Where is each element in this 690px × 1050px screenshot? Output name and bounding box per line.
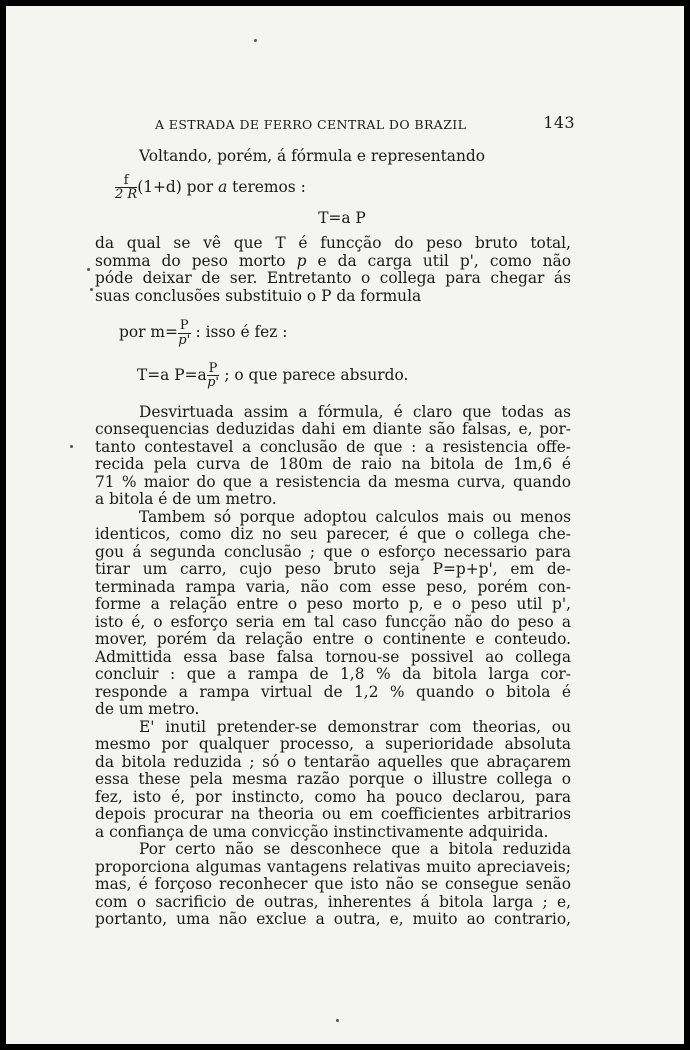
fraction-denominator: 2 R <box>115 187 138 203</box>
running-header <box>145 113 575 137</box>
paragraph-line: gou á segunda conclusão ; que o esforço necessario para <box>95 542 571 561</box>
speck-mark <box>70 445 73 448</box>
paragraph-line: terminada rampa varia, não com esse peso, porém con- <box>95 577 571 596</box>
expression-line <box>95 174 571 202</box>
paragraph-line: portanto, uma não exclue a outra, e, muito ao contrario, <box>95 910 571 929</box>
fraction <box>115 174 137 202</box>
formula-line <box>95 319 571 347</box>
formula-tail: ; o que parece absurdo. <box>224 365 409 384</box>
expression-variable: a <box>218 177 228 196</box>
paragraph-4 <box>95 719 571 842</box>
paragraph-line: mover, porém da relação entre o continente e conteudo. <box>95 630 571 649</box>
paragraph-line: forme a relação entre o peso morto p, e o peso util p', <box>95 595 571 614</box>
paragraph-line: Por certo não se desconhece que a bitola reduzida <box>139 840 571 859</box>
text-run: e da carga util p', como não <box>317 251 571 270</box>
paragraph-line: consequencias deduzidas dahi em diante são falsas, e, por- <box>95 420 571 439</box>
paragraph-line: da qual se vê que T é funcção do peso bruto total, <box>95 234 571 253</box>
paragraph-line: recida pela curva de 180m de raio na bitola de 1m,6 é <box>95 455 571 474</box>
italic-var: p <box>296 251 307 270</box>
fraction-numerator: P <box>179 318 189 334</box>
paragraph-line: tanto contestavel a conclusão de que : a resistencia offe- <box>95 437 571 456</box>
paragraph-line <box>95 253 571 271</box>
paragraph-line: depois procurar na theoria ou em coefficientes arbitrarios <box>95 805 571 824</box>
formula-line <box>95 362 571 390</box>
paragraph-line: Desvirtuada assim a fórmula, é claro que todas as <box>139 402 571 421</box>
running-title: A ESTRADA DE FERRO CENTRAL DO BRAZIL <box>155 117 467 132</box>
intro-line: Voltando, porém, á fórmula e representando <box>139 147 486 165</box>
paragraph-line: essa these pela mesma razão porque o illustre collega o <box>95 770 571 789</box>
paragraph-line: concluir : que a rampa de 1,8 % da bitola larga cor- <box>95 665 571 684</box>
paragraph-5 <box>95 841 571 929</box>
speck-mark <box>87 268 90 271</box>
fraction-numerator: P <box>208 360 218 376</box>
paragraph-line: E' inutil pretender-se demonstrar com theorias, ou <box>139 717 571 736</box>
paragraph-line: fez, isto é, por instincto, como ha pouco declarou, para <box>95 787 571 806</box>
paragraph-line: mas, é forçoso reconhecer que isto não se consegue senão <box>95 875 571 894</box>
formula-line: T=a P <box>318 208 366 227</box>
formula-tail: : isso é fez : <box>195 323 288 342</box>
fraction <box>207 362 220 390</box>
paragraph-3 <box>95 509 571 719</box>
expression-text: por <box>186 177 214 196</box>
paragraph-line: tirar um carro, cujo peso bruto seja P=p+p', em de- <box>95 560 571 579</box>
expression-end: teremos : <box>232 177 306 196</box>
paragraph-line: responde a rampa virtual de 1,2 % quando o bitola é <box>95 682 571 701</box>
paragraph-line: da bitola reduzida ; só o tentarão aquelles que abraçarem <box>95 752 571 771</box>
paragraph-line: 71 % maior do que a resistencia da mesma curva, quando <box>95 472 571 491</box>
paragraph-line: mesmo por qualquer processo, a superioridade absoluta <box>95 735 571 754</box>
text-body <box>95 148 571 929</box>
paragraph-line: proporciona algumas vantagens relativas muito apreciaveis; <box>95 857 571 876</box>
paragraph-line: a confiança de uma convicção instinctivamente adquirida. <box>95 822 549 841</box>
expression-tail: (1+d) <box>137 177 182 196</box>
paragraph-line: identicos, como diz no seu parecer, é que o collega che- <box>95 525 571 544</box>
paragraph-line: suas conclusões substituio o P da formula <box>95 286 422 305</box>
paragraph-line: Admittida essa base falsa tornou-se possivel ao collega <box>95 647 571 666</box>
paragraph-line: com o sacrificio de outras, inherentes á bitola larga ; e, <box>95 892 571 911</box>
paragraph-2 <box>95 404 571 509</box>
formula-lhs: por m= <box>119 323 178 342</box>
paragraph-line: Tambem só porque adoptou calculos mais ou menos <box>139 507 571 526</box>
paragraph-line: isto é, o esforço seria em tal caso funcção não do peso a <box>95 612 571 631</box>
fraction-denominator: p' <box>178 332 191 348</box>
paragraph-line: de um metro. <box>95 700 200 719</box>
fraction-denominator: p' <box>207 375 219 391</box>
text-run: somma do peso morto <box>95 251 286 270</box>
speck-mark <box>336 1019 339 1022</box>
paragraph-line: a bitola é de um metro. <box>95 490 277 509</box>
paragraph-line: póde deixar de ser. Entretanto o collega para chegar ás <box>95 269 571 288</box>
fraction <box>178 319 191 347</box>
fraction-numerator: f <box>115 174 137 189</box>
speck-mark <box>90 288 93 291</box>
formula-lhs: T=a P=a <box>137 365 207 384</box>
paragraph-1 <box>95 235 571 305</box>
page-number: 143 <box>543 113 575 132</box>
speck-mark <box>254 39 257 42</box>
